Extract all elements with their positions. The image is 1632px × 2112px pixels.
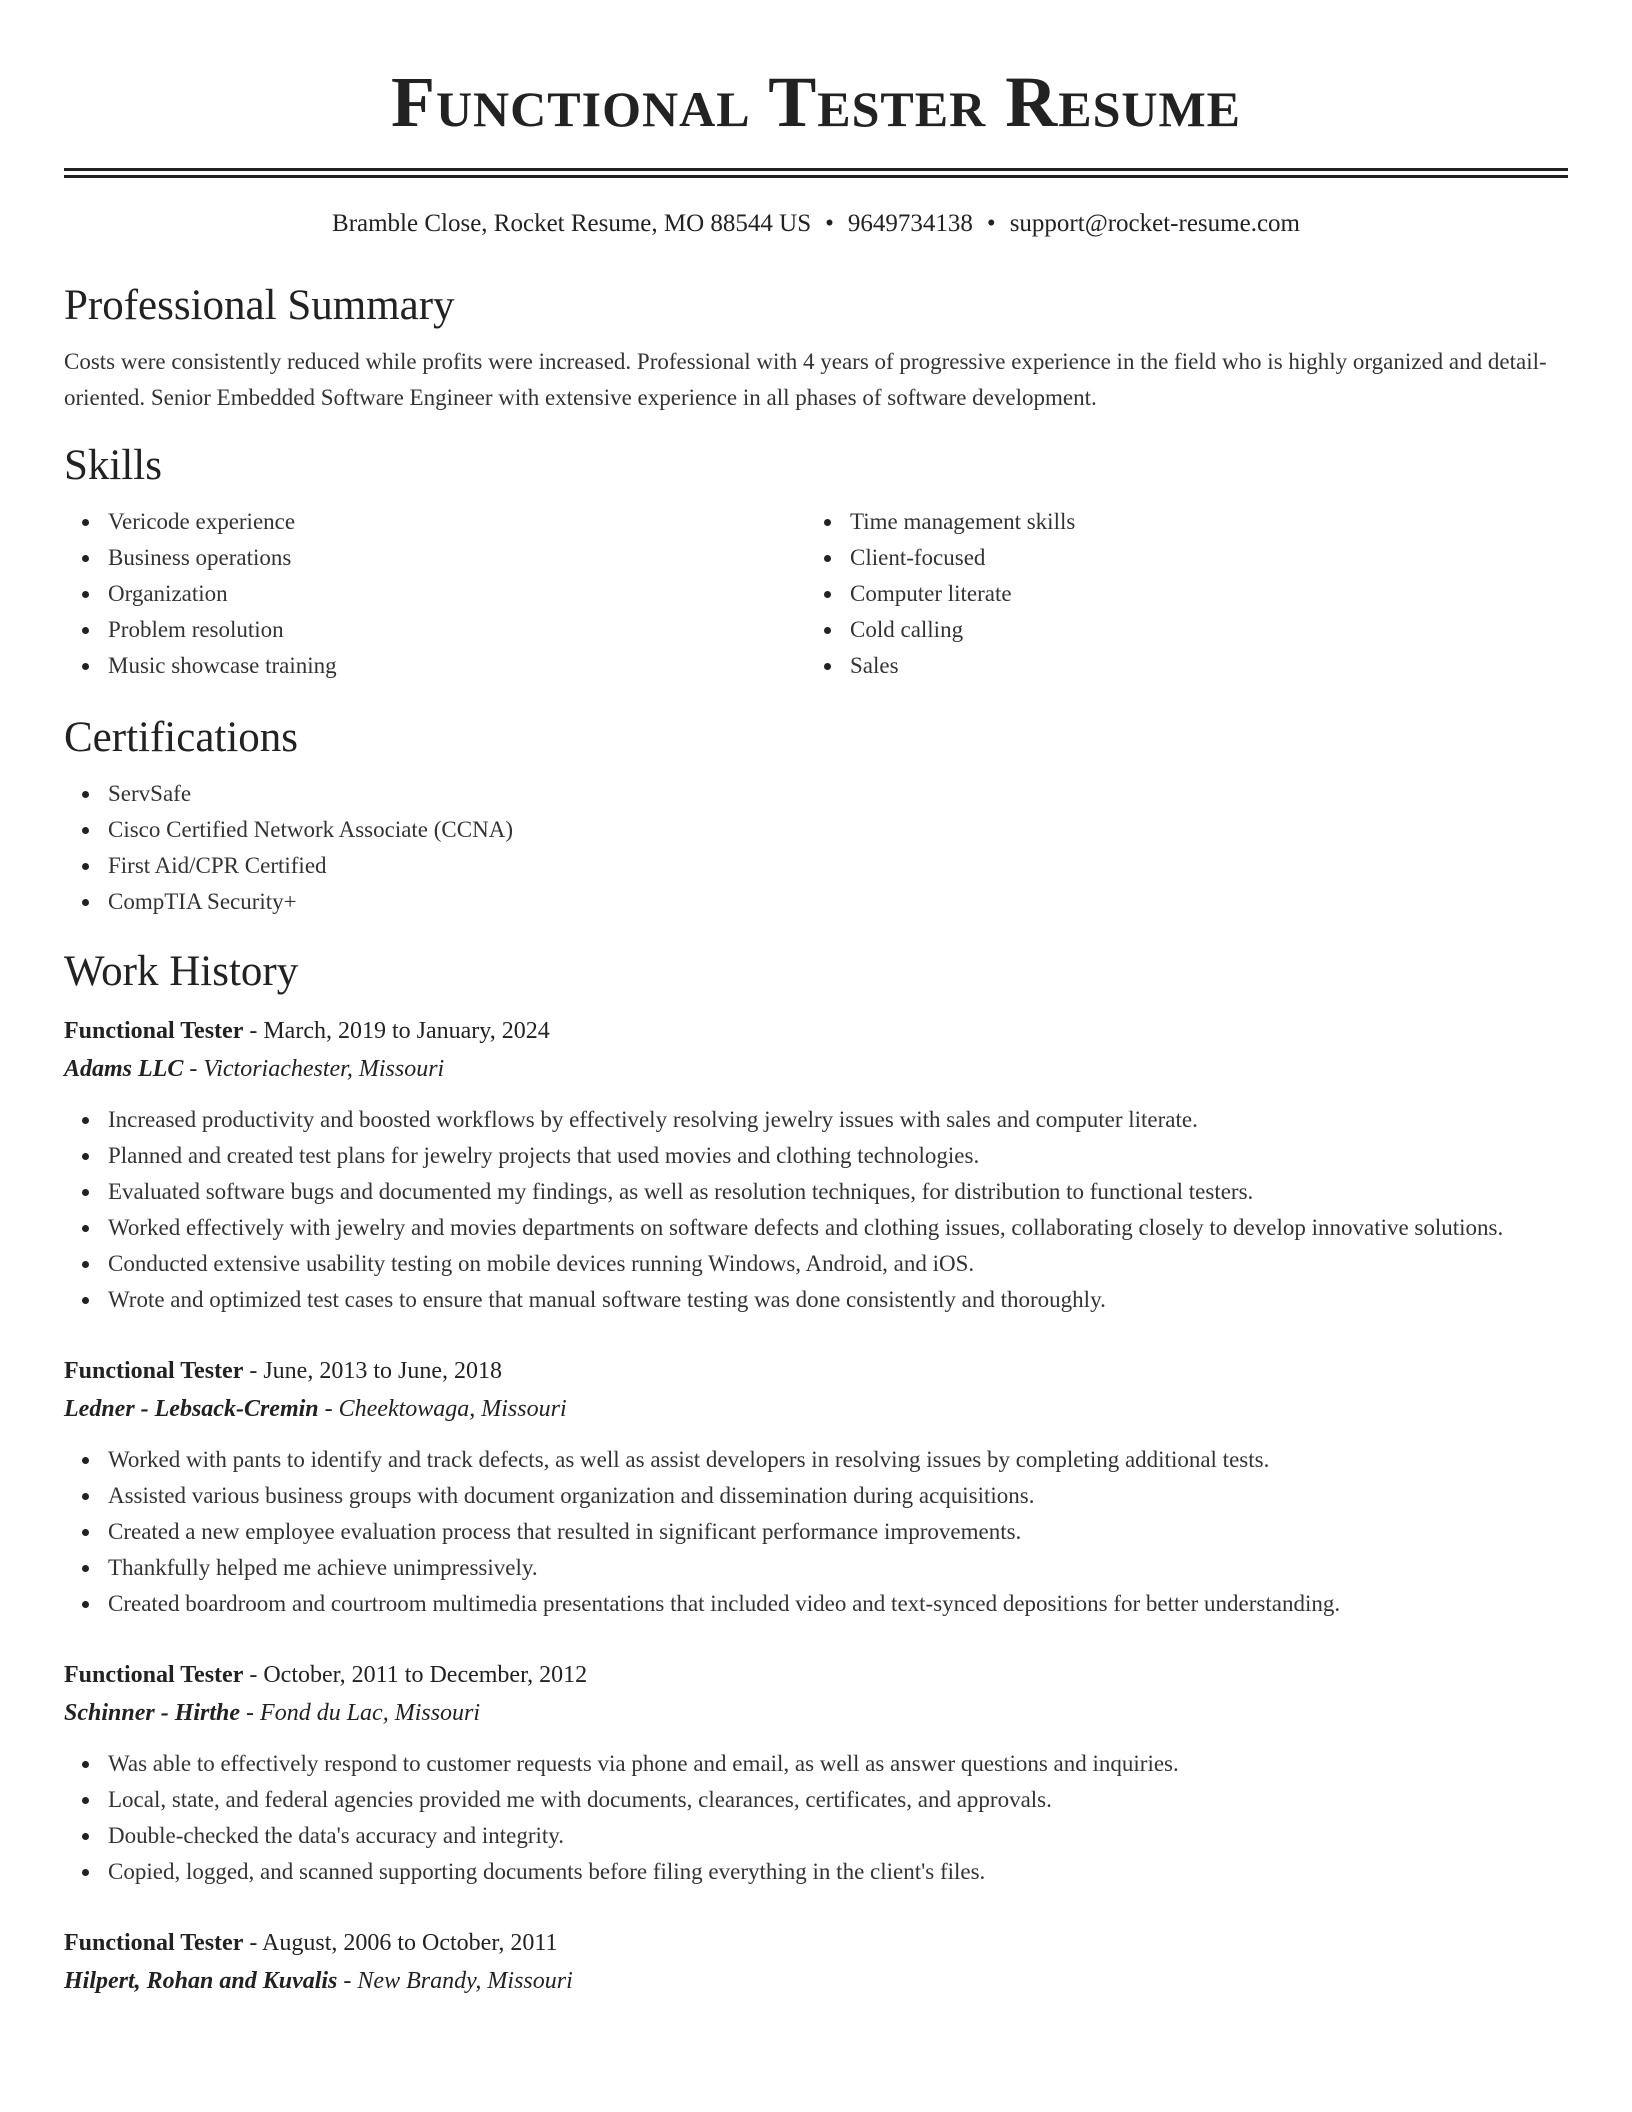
job-duty: Wrote and optimized test cases to ensure that manual software testing was done consistently and thoroughly. xyxy=(108,1282,1568,1318)
skill-item: Problem resolution xyxy=(108,612,806,648)
job-duties-list xyxy=(64,1746,1568,1890)
certification-item: Cisco Certified Network Associate (CCNA) xyxy=(108,812,1568,848)
job-duty: Created a new employee evaluation process that resulted in significant performance improvements. xyxy=(108,1514,1568,1550)
job-dates: March, 2019 to January, 2024 xyxy=(263,1018,550,1044)
skills-heading: Skills xyxy=(64,442,162,489)
skills-list-right xyxy=(806,504,1548,684)
contact-phone: 9649734138 xyxy=(847,210,973,237)
job-duties-list xyxy=(64,1102,1568,1318)
job-dates: October, 2011 to December, 2012 xyxy=(263,1662,588,1688)
job-entry xyxy=(64,1352,1568,1622)
certifications-heading: Certifications xyxy=(64,714,299,761)
contact-separator: • xyxy=(825,210,834,237)
skill-item: Time management skills xyxy=(850,504,1548,540)
certification-item: CompTIA Security+ xyxy=(108,884,1568,920)
work-history-heading: Work History xyxy=(64,948,299,995)
certification-item: First Aid/CPR Certified xyxy=(108,848,1568,884)
skills-column-right xyxy=(806,504,1548,684)
job-dates: August, 2006 to October, 2011 xyxy=(262,1930,558,1956)
skill-item: Organization xyxy=(108,576,806,612)
job-duties-list xyxy=(64,1442,1568,1622)
job-duty: Worked with pants to identify and track defects, as well as assist developers in resolving issues by completing additional tests. xyxy=(108,1442,1568,1478)
job-duty: Worked effectively with jewelry and movies departments on software defects and clothing issues, collaborating closely to develop innovative solutions. xyxy=(108,1210,1568,1246)
summary-section xyxy=(64,280,1568,416)
job-company: Schinner - Hirthe xyxy=(64,1700,241,1726)
resume-page xyxy=(64,0,1568,2000)
skills-list-left xyxy=(64,504,806,684)
skills-section xyxy=(64,440,1568,684)
skills-column-left xyxy=(64,504,806,684)
job-company: Ledner - Lebsack-Cremin xyxy=(64,1396,319,1422)
skill-item: Computer literate xyxy=(850,576,1548,612)
job-entry xyxy=(64,1012,1568,1318)
resume-title: Functional Tester Resume xyxy=(390,62,1242,142)
job-title: Functional Tester xyxy=(64,1018,244,1044)
contact-address: Bramble Close, Rocket Resume, MO 88544 US xyxy=(332,210,812,237)
job-duty: Planned and created test plans for jewelry projects that used movies and clothing technologies. xyxy=(108,1138,1568,1174)
job-duty: Evaluated software bugs and documented my findings, as well as resolution techniques, for distribution to functional testers. xyxy=(108,1174,1568,1210)
job-company: Hilpert, Rohan and Kuvalis xyxy=(64,1968,338,1994)
job-duty: Increased productivity and boosted workflows by effectively resolving jewelry issues with sales and computer literate. xyxy=(108,1102,1568,1138)
job-location: New Brandy, Missouri xyxy=(357,1968,573,1994)
job-duty: Created boardroom and courtroom multimedia presentations that included video and text-synced depositions for better understanding. xyxy=(108,1586,1568,1622)
contact-email: support@rocket-resume.com xyxy=(1009,210,1300,237)
job-entry xyxy=(64,1656,1568,1890)
job-location: Cheektowaga, Missouri xyxy=(338,1396,567,1422)
skills-grid xyxy=(64,504,1568,684)
skill-item: Business operations xyxy=(108,540,806,576)
job-duty: Double-checked the data's accuracy and integrity. xyxy=(108,1818,1568,1854)
job-title-line: Functional Tester - March, 2019 to January, 2024 xyxy=(64,1018,550,1044)
job-duty: Conducted extensive usability testing on mobile devices running Windows, Android, and iOS. xyxy=(108,1246,1568,1282)
title-divider xyxy=(64,168,1568,178)
skill-item: Vericode experience xyxy=(108,504,806,540)
skill-item: Cold calling xyxy=(850,612,1548,648)
contact-line xyxy=(64,208,1568,240)
certifications-list xyxy=(64,776,1568,920)
job-title: Functional Tester xyxy=(64,1358,244,1384)
job-entry xyxy=(64,1924,1568,2000)
job-company-line: Adams LLC - Victoriachester, Missouri xyxy=(64,1056,445,1082)
job-company: Adams LLC xyxy=(64,1056,184,1082)
job-duty: Thankfully helped me achieve unimpressively. xyxy=(108,1550,1568,1586)
summary-text: Costs were consistently reduced while profits were increased. Professional with 4 years of progressive experience in the field who is highly organized and detail-oriented. Senior Embedded Software Engineer with extensive experience in all phases of software development. xyxy=(64,349,1547,410)
job-duty: Was able to effectively respond to customer requests via phone and email, as well as answer questions and inquiries. xyxy=(108,1746,1568,1782)
job-title: Functional Tester xyxy=(64,1930,244,1956)
certification-item: ServSafe xyxy=(108,776,1568,812)
job-company-line: Ledner - Lebsack-Cremin - Cheektowaga, Missouri xyxy=(64,1396,567,1422)
work-history-section xyxy=(64,946,1568,2000)
contact-separator: • xyxy=(986,210,996,237)
skill-item: Music showcase training xyxy=(108,648,806,684)
job-duty: Local, state, and federal agencies provided me with documents, clearances, certificates, and approvals. xyxy=(108,1782,1568,1818)
job-location: Victoriachester, Missouri xyxy=(203,1056,445,1082)
job-title: Functional Tester xyxy=(64,1662,244,1688)
job-company-line: Hilpert, Rohan and Kuvalis - New Brandy, Missouri xyxy=(64,1968,573,1994)
job-title-line: Functional Tester - October, 2011 to December, 2012 xyxy=(64,1662,588,1688)
job-duty: Assisted various business groups with document organization and dissemination during acquisitions. xyxy=(108,1478,1568,1514)
job-location: Fond du Lac, Missouri xyxy=(260,1700,481,1726)
certifications-section xyxy=(64,712,1568,920)
job-title-line: Functional Tester - June, 2013 to June, 2018 xyxy=(64,1358,502,1384)
job-dates: June, 2013 to June, 2018 xyxy=(263,1358,502,1384)
job-company-line: Schinner - Hirthe - Fond du Lac, Missouri xyxy=(64,1700,481,1726)
skill-item: Sales xyxy=(850,648,1548,684)
job-title-line: Functional Tester - August, 2006 to October, 2011 xyxy=(64,1930,558,1956)
skill-item: Client-focused xyxy=(850,540,1548,576)
job-duty: Copied, logged, and scanned supporting documents before filing everything in the client's files. xyxy=(108,1854,1568,1890)
summary-heading: Professional Summary xyxy=(64,282,455,329)
